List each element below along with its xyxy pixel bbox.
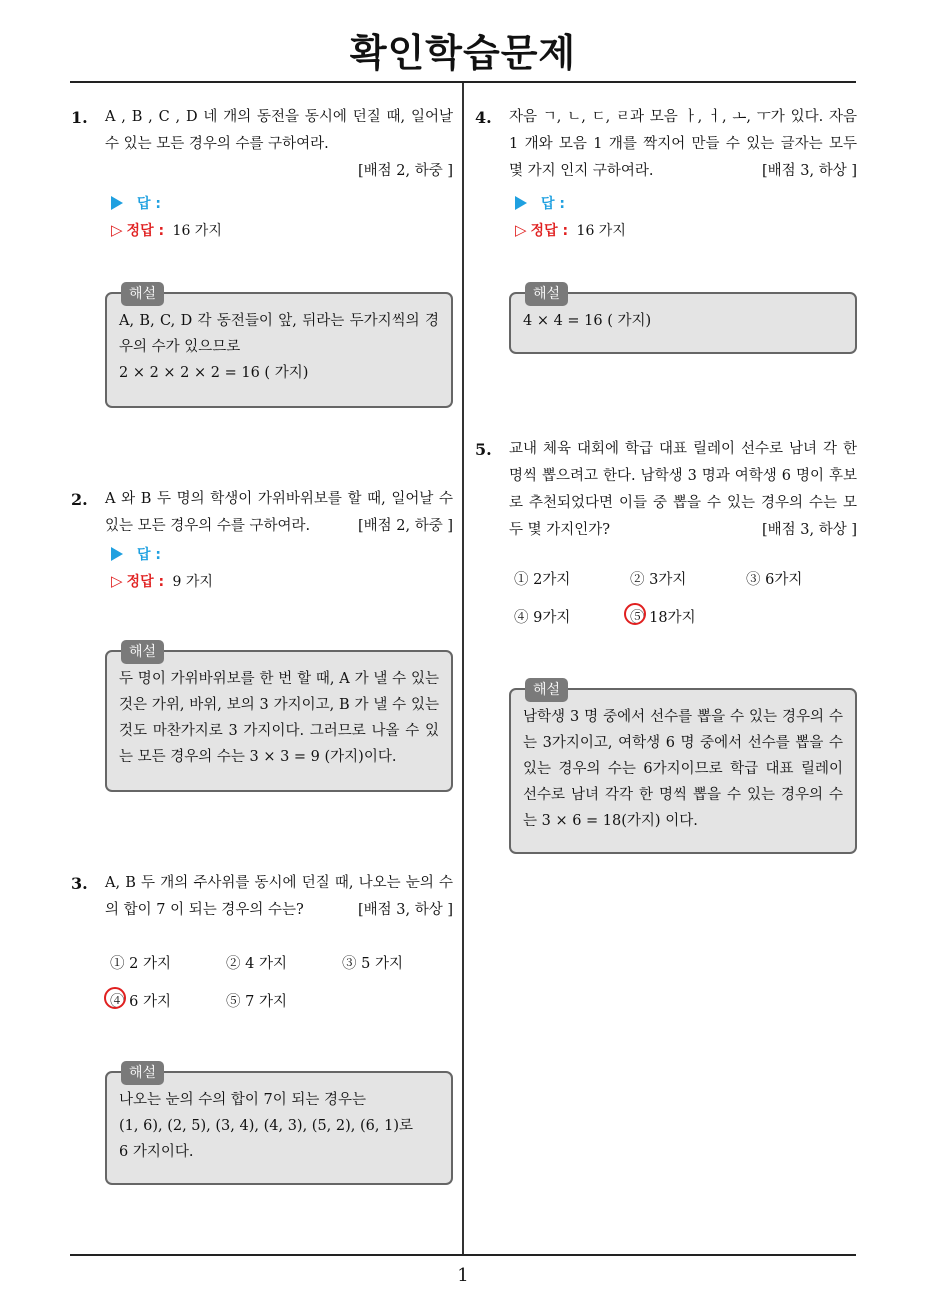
choice-1[interactable]: ① 2가지: [514, 572, 571, 588]
explanation-equation: 2 × 2 × 2 × 2 = 16 ( 가지): [119, 365, 309, 381]
question-number: 2.: [71, 490, 88, 509]
correct-answer-line: [515, 217, 857, 244]
explanation-box-5: [509, 682, 857, 854]
choice-2[interactable]: ② 4 가지: [226, 956, 287, 972]
question-number: 5.: [475, 440, 492, 459]
choice-3[interactable]: ③ 5 가지: [342, 956, 403, 972]
score-label: [배점 3, 하상 ]: [761, 522, 857, 538]
explanation-text: 두 명이 가위바위보를 한 번 할 때, A 가 낼 수 있는 것은 가위, 바위, 보의 3 가지이고, B 가 낼 수 있는 것도 마찬가지로 3 가지이다. 그러므로 나올 수 있는 모든 경우의 수는 3 × 3 = 9 (가지)이다.: [119, 671, 439, 765]
choice-4[interactable]: ④ 9가지: [514, 610, 571, 626]
answer-label: 답 :: [137, 547, 161, 563]
correct-label: 정답 :: [126, 223, 165, 239]
score-label: [배점 3, 하상 ]: [357, 902, 453, 918]
correct-answer-line: [111, 217, 453, 244]
question-2: [71, 486, 453, 595]
explanation-label: 해설: [121, 282, 164, 306]
correct-answer-line: [111, 568, 453, 595]
explanation-text: A, B, C, D 각 동전들이 앞, 뒤라는 두가지씩의 경우의 수가 있으므로: [119, 313, 439, 355]
selected-circle-icon: [104, 987, 126, 1009]
choice-1[interactable]: ① 2 가지: [110, 956, 171, 972]
answer-triangle-icon: [515, 196, 527, 210]
explanation-text: 나오는 눈의 수의 합이 7이 되는 경우는: [119, 1092, 366, 1108]
explanation-result: 6 가지이다.: [119, 1144, 194, 1160]
choice-5[interactable]: ⑤ 7 가지: [226, 994, 287, 1010]
answer-triangle-icon: [111, 196, 123, 210]
explanation-equation: 4 × 4 = 16 ( 가지): [523, 313, 652, 329]
choice-text: ④ 6 가지: [110, 994, 171, 1010]
answer-line: [111, 542, 453, 568]
explanation-text: 남학생 3 명 중에서 선수를 뽑을 수 있는 경우의 수는 3가지이고, 여학생 6 명 중에서 선수를 뽑을 수 있는 경우의 수는 6가지이므로 학급 대표 릴레이 선수로 남녀 각각 한 명씩 뽑을 수 있는 경우의 수는 3 × 6 = 18(가지) 이다.: [523, 709, 843, 829]
correct-value: 16 가지: [576, 223, 626, 239]
question-number: 4.: [475, 108, 492, 127]
score-label: [배점 2, 하중 ]: [357, 163, 453, 179]
question-number: 1.: [71, 108, 88, 127]
question-4: [475, 104, 857, 244]
explanation-label: 해설: [525, 678, 568, 702]
answer-line: [515, 191, 857, 217]
question-text: A , B , C , D 네 개의 동전을 동시에 던질 때, 일어날 수 있는 모든 경우의 수를 구하여라.: [105, 109, 453, 152]
correct-value: 16 가지: [172, 223, 222, 239]
correct-label: 정답 :: [530, 223, 569, 239]
selected-circle-icon: [624, 603, 646, 625]
choice-text: ⑤ 18가지: [630, 610, 696, 626]
choice-4[interactable]: [110, 990, 171, 1011]
explanation-label: 해설: [121, 640, 164, 664]
correct-label: 정답 :: [126, 574, 165, 590]
bottom-rule: [70, 1254, 856, 1256]
question-number: 3.: [71, 874, 88, 893]
question-5: [475, 436, 857, 544]
explanation-label: 해설: [525, 282, 568, 306]
answer-label: 답 :: [541, 196, 565, 212]
triangle-outline-icon: ▷: [111, 221, 123, 239]
answer-label: 답 :: [137, 196, 161, 212]
question-1: [71, 104, 453, 244]
answer-line: [111, 191, 453, 217]
question-3: [71, 870, 453, 924]
explanation-pairs: (1, 6), (2, 5), (3, 4), (4, 3), (5, 2), (6, 1)로: [119, 1118, 413, 1134]
column-divider: [462, 83, 464, 1254]
choice-5[interactable]: [630, 606, 696, 627]
score-label: [배점 2, 하중 ]: [357, 518, 453, 534]
question-text-body: A 와 B 두 명의 학생이 가위바위보를 할 때, 일어날 수 있는 모든 경우의 수를 구하여라.: [105, 491, 453, 534]
explanation-label: 해설: [121, 1061, 164, 1085]
choice-3[interactable]: ③ 6가지: [746, 572, 803, 588]
page-title: 확인학습문제: [349, 31, 577, 75]
explanation-box-4: [509, 286, 857, 354]
explanation-box-3: [105, 1065, 453, 1185]
triangle-outline-icon: ▷: [111, 572, 123, 590]
score-label: [배점 3, 하상 ]: [761, 163, 857, 179]
page-number: 1: [457, 1265, 469, 1286]
triangle-outline-icon: ▷: [515, 221, 527, 239]
question-text: 자음 ㄱ, ㄴ, ㄷ, ㄹ과 모음 ㅏ, ㅓ, ㅗ, ㅜ가 있다. 자음 1 개와 모음 1 개를 짝지어 만들 수 있는 글자는 모두 몇 가지 인지 구하여라.: [509, 109, 857, 179]
explanation-box-2: [105, 644, 453, 792]
question-text: 교내 체육 대회에 학급 대표 릴레이 선수로 남녀 각 한 명씩 뽑으려고 한다. 남학생 3 명과 여학생 6 명이 후보로 추천되었다면 이들 중 뽑을 수 있는 경우의 수는 모두 몇 가지인가?: [509, 441, 857, 538]
answer-triangle-icon: [111, 547, 123, 561]
choice-2[interactable]: ② 3가지: [630, 572, 687, 588]
question-text: A, B 두 개의 주사위를 동시에 던질 때, 나오는 눈의 수의 합이 7 이 되는 경우의 수는?: [105, 875, 453, 918]
correct-value: 9 가지: [172, 574, 213, 590]
explanation-box-1: [105, 286, 453, 408]
